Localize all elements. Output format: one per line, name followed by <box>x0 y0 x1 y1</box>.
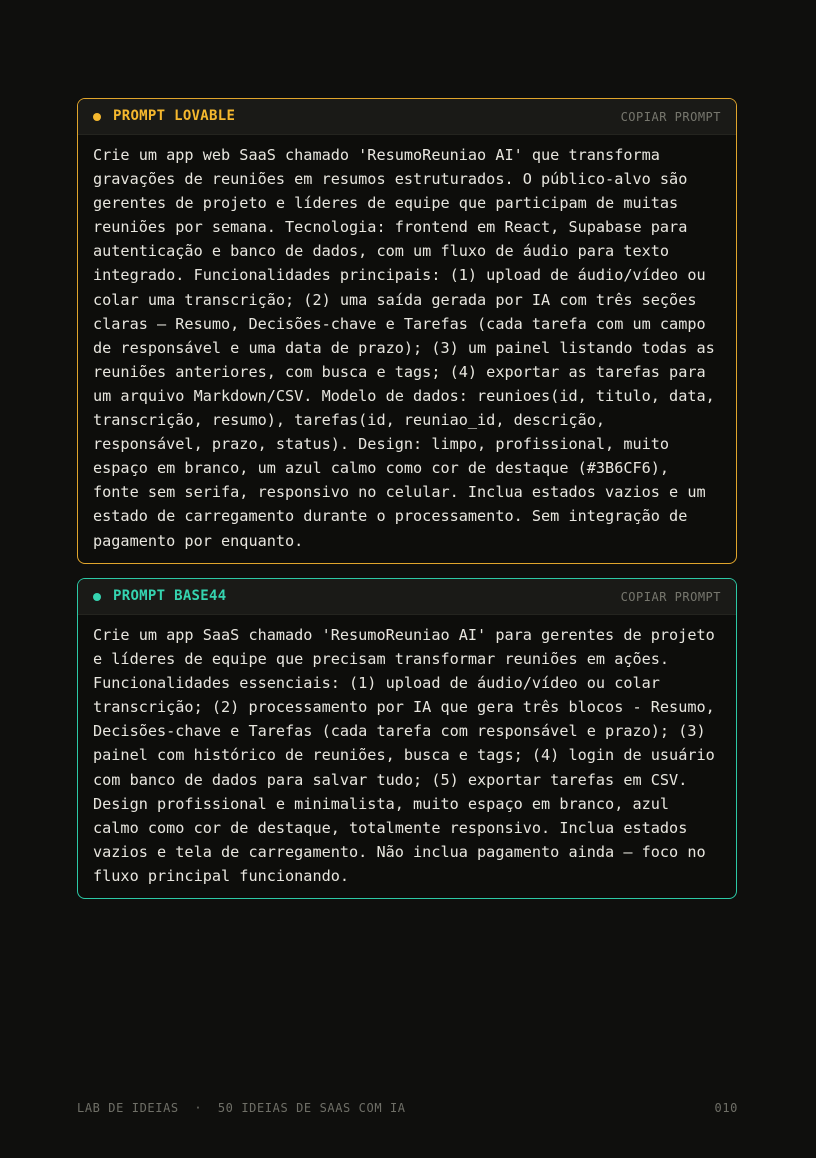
copy-lovable-prompt-button[interactable]: COPIAR PROMPT <box>620 110 721 124</box>
base44-prompt-text: Crie um app SaaS chamado 'ResumoReuniao AI' para gerentes de projeto e líderes de equipe que precisam transformar reuniões em ações. Funcionalidades essenciais: (1) upload de áudio/vídeo ou colar transcrição; (2) processamento por IA que gera três blocos - Resumo, Decisões-chave e Tarefas (cada tarefa com responsável e prazo); (3) painel com histórico de reuniões, busca e tags; (4) login de usuário com banco de dados para salvar tudo; (5) exportar tarefas em CSV. Design profissional e minimalista, muito espaço em branco, azul calmo como cor de destaque, totalmente responsivo. Inclua estados vazios e tela de carregamento. Não inclua pagamento ainda — foco no fluxo principal funcionando. <box>93 626 715 885</box>
status-dot-icon <box>93 593 101 601</box>
lovable-prompt-text: Crie um app web SaaS chamado 'ResumoReuniao AI' que transforma gravações de reuniões em resumos estruturados. O público-alvo são gerentes de projeto e líderes de equipe que participam de muitas reuniões por semana. Tecnologia: frontend em React, Supabase para autenticação e banco de dados, com um fluxo de áudio para texto integrado. Funcionalidades principais: (1) upload de áudio/vídeo ou colar uma transcrição; (2) uma saída gerada por IA com três seções claras — Resumo, Decisões-chave e Tarefas (cada tarefa com um campo de responsável e uma data de prazo); (3) um painel listando todas as reuniões anteriores, com busca e tags; (4) exportar as tarefas para um arquivo Markdown/CSV. Modelo de dados: reunioes(id, titulo, data, transcrição, resumo), tarefas(id, reuniao_id, descrição, responsável, prazo, status). Design: limpo, profissional, muito espaço em branco, um azul calmo como cor de destaque (#3B6CF6), fonte sem serifa, responsivo no celular. Inclua estados vazios e um estado de carregamento durante o processamento. Sem integração de pagamento por enquanto. <box>93 146 715 550</box>
base44-prompt-card <box>77 578 737 899</box>
page-number: 010 <box>714 1101 738 1115</box>
status-dot-icon <box>93 113 101 121</box>
base44-card-title: PROMPT BASE44 <box>113 588 227 604</box>
lovable-card-header <box>78 99 736 135</box>
lovable-prompt-card <box>77 98 737 564</box>
copy-base44-prompt-button[interactable]: COPIAR PROMPT <box>620 590 721 604</box>
footer-brand-text: LAB DE IDEIAS · 50 IDEIAS DE SAAS COM IA <box>77 1101 406 1115</box>
base44-card-header <box>78 579 736 615</box>
lovable-card-title: PROMPT LOVABLE <box>113 108 236 124</box>
